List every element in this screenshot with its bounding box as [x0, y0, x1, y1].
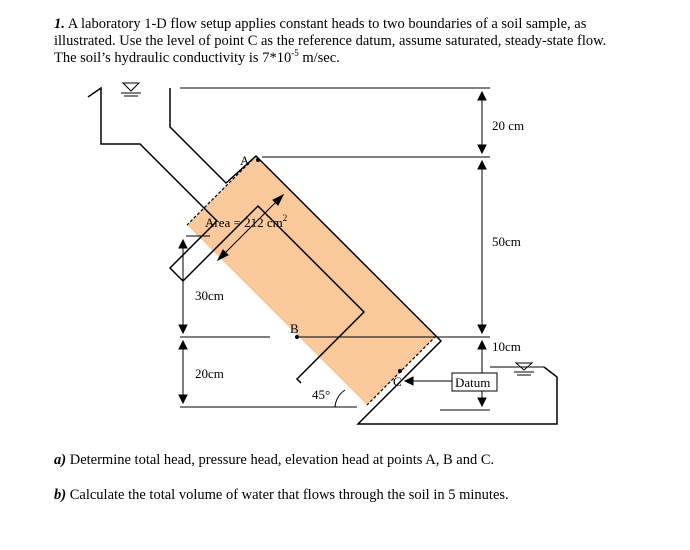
upper-water-level-symbol — [121, 83, 141, 96]
soil-sample — [187, 156, 436, 405]
angle-label: 45° — [312, 387, 331, 402]
problem-line-1: A laboratory 1-D flow setup applies constant heads to two boundaries of a soil sample, as — [67, 16, 587, 32]
question-a-label: a) — [54, 452, 67, 468]
angle-arc — [335, 390, 345, 407]
problem-number: 1. — [54, 16, 65, 32]
question-a — [54, 452, 494, 469]
point-c-label: C — [393, 374, 402, 389]
question-b-label: b) — [54, 487, 67, 503]
point-b-label: B — [290, 321, 299, 336]
left-dimensions — [179, 240, 187, 403]
datum-label: Datum — [455, 375, 491, 390]
question-b — [54, 487, 509, 504]
point-a-label: A — [240, 153, 250, 168]
datum-arrow — [405, 377, 452, 385]
dimension-30cm-left: 30cm — [195, 288, 224, 303]
dimension-50cm: 50cm — [492, 234, 521, 249]
question-b-text: Calculate the total volume of water that flows through the soil in 5 minutes. — [66, 487, 509, 503]
dimension-20cm-top: 20 cm — [492, 118, 525, 133]
point-a-marker — [256, 158, 260, 162]
problem-line-2: illustrated. Use the level of point C as the reference datum, assume saturated, steady-state flow. — [54, 33, 607, 49]
lower-water-level-symbol — [514, 363, 534, 375]
area-label: Area = 212 $cm^2$ — [205, 213, 288, 230]
question-a-text: Determine total head, pressure head, elevation head at points A, B and C. — [66, 452, 495, 468]
point-c-marker — [398, 369, 402, 373]
problem-line-3: The soil’s hydraulic conductivity is 7*10 — [54, 50, 292, 66]
conductivity-exponent: -5 — [291, 48, 299, 59]
dimension-20cm-left: 20cm — [195, 366, 224, 381]
dimension-10cm: 10cm — [492, 339, 521, 354]
right-dimensions — [478, 92, 486, 406]
problem-line-3-units: m/sec. — [298, 50, 340, 66]
